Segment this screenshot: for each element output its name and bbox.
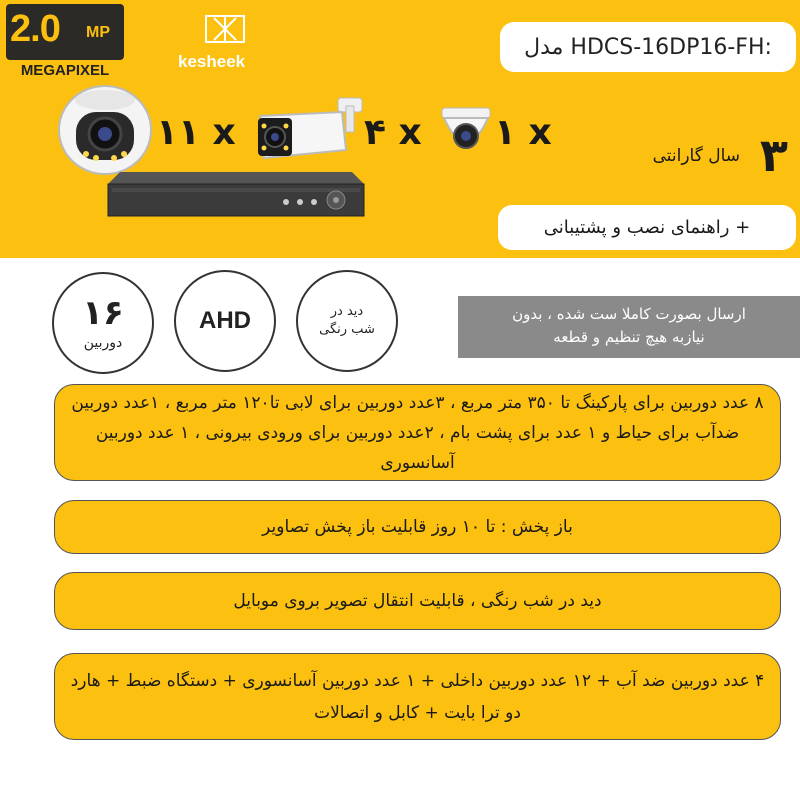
shipping-note: [458, 296, 800, 358]
dome-camera-count: ۱۱ x: [156, 112, 236, 153]
feature-placement: [54, 384, 781, 481]
megapixel-badge: [0, 0, 130, 83]
bullet-camera-count: ۴ x: [364, 112, 422, 153]
warranty-years: ۳: [759, 128, 788, 182]
shipping-line1: ارسال بصورت کاملا ست شده ، بدون: [512, 305, 746, 323]
badge-unit: MP: [86, 24, 110, 41]
shipping-line2: نیازبه هیچ تنظیم و قطعه: [553, 328, 705, 346]
night-vision-line1: دید در: [330, 304, 364, 319]
model-label: مدل HDCS-16DP16-FH:: [500, 22, 796, 72]
night-vision-circle: [296, 270, 398, 372]
feature-night-mobile-text: دید در شب رنگی ، قابلیت انتقال تصویر بروی موبایل: [233, 591, 602, 611]
ahd-label: AHD: [199, 307, 251, 334]
brand-mark-icon: [202, 12, 248, 48]
badge-number: 2.0: [10, 8, 60, 50]
channels-label: دوربین: [83, 335, 123, 351]
feature-package-text: ۴ عدد دوربین ضد آب + ۱۲ عدد دوربین داخلی + ۱ عدد دوربین آسانسوری + دستگاه ضبط + هارد دو ترا بایت + کابل و اتصالات: [70, 670, 765, 723]
channels-number: ۱۶: [82, 293, 124, 333]
warranty: [600, 130, 790, 180]
bullet-camera-icon: [250, 96, 366, 166]
mini-dome-camera-icon: [436, 106, 496, 162]
dvr-recorder-icon: [106, 170, 366, 220]
badge-word: MEGAPIXEL: [20, 62, 110, 79]
install-support-label: + راهنمای نصب و پشتیبانی: [498, 205, 796, 250]
feature-playback-text: باز پخش : تا ۱۰ روز قابلیت باز پخش تصاویر: [262, 517, 573, 537]
night-vision-line2: شب رنگی: [319, 322, 375, 337]
feature-night-mobile: [54, 572, 781, 630]
brand-name: kesheek: [178, 52, 246, 71]
dome-camera-icon: [52, 82, 158, 176]
mini-dome-camera-count: ۱ x: [494, 112, 552, 153]
feature-playback: [54, 500, 781, 554]
warranty-text: سال گارانتی: [652, 146, 740, 166]
brand-logo: [178, 12, 278, 72]
feature-package: [54, 653, 781, 740]
feature-placement-text: ۸ عدد دوربین برای پارکینگ تا ۳۵۰ متر مربع ، ۳عدد دوربین برای لابی تا۱۲۰ متر مربع ، ۱عدد دوربین ضدآب برای حیاط و ۱ عدد برای پشت بام ، ۲عدد دوربین برای ورودی بیرونی ، ۱ عدد دوربین آسانسوری: [71, 392, 764, 473]
channels-circle: [52, 272, 154, 374]
ahd-circle: [174, 270, 276, 372]
